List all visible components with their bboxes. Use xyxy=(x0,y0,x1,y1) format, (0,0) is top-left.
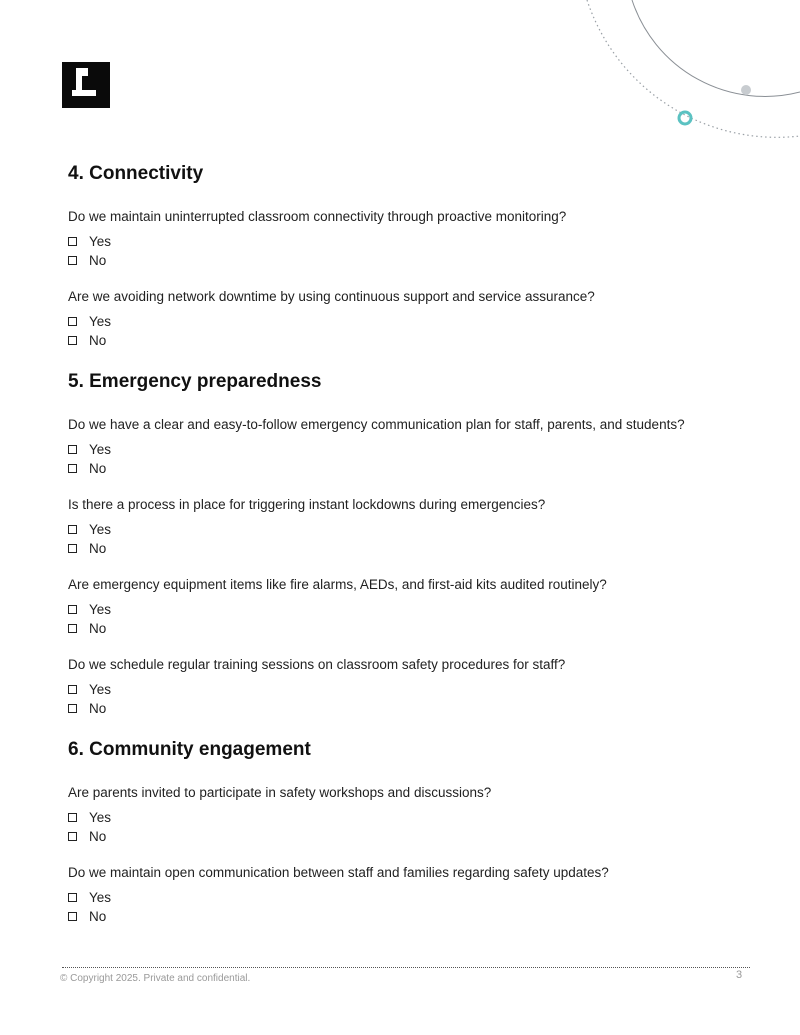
question-block xyxy=(68,656,748,718)
teal-ring-icon xyxy=(679,112,691,124)
checkbox-icon[interactable] xyxy=(68,317,77,326)
company-logo-icon xyxy=(62,62,110,108)
checkbox-icon[interactable] xyxy=(68,624,77,633)
checkbox-icon[interactable] xyxy=(68,256,77,265)
checkbox-option-yes[interactable] xyxy=(68,808,748,827)
option-label: Yes xyxy=(89,314,112,329)
question-text: Are parents invited to participate in safety workshops and discussions? xyxy=(68,785,492,800)
checkbox-option-yes[interactable] xyxy=(68,600,748,619)
option-label: Yes xyxy=(89,234,112,249)
checkbox-icon[interactable] xyxy=(68,832,77,841)
section-title: 4. Connectivity xyxy=(68,163,204,184)
checklist-section xyxy=(68,736,748,926)
option-label: Yes xyxy=(89,890,112,905)
checklist-section xyxy=(68,160,748,350)
checkbox-icon[interactable] xyxy=(68,237,77,246)
checkbox-option-no[interactable] xyxy=(68,539,748,558)
question-text: Do we maintain uninterrupted classroom connectivity through proactive monitoring? xyxy=(68,209,567,224)
question-text: Is there a process in place for triggering instant lockdowns during emergencies? xyxy=(68,497,546,512)
question-block xyxy=(68,416,748,478)
question-block xyxy=(68,864,748,926)
question-block xyxy=(68,784,748,846)
checkbox-icon[interactable] xyxy=(68,336,77,345)
option-label: No xyxy=(89,253,107,268)
option-label: Yes xyxy=(89,682,112,697)
checkbox-icon[interactable] xyxy=(68,525,77,534)
checkbox-option-yes[interactable] xyxy=(68,680,748,699)
checkbox-icon[interactable] xyxy=(68,605,77,614)
question-block xyxy=(68,208,748,270)
question-block xyxy=(68,288,748,350)
checkbox-icon[interactable] xyxy=(68,685,77,694)
option-label: No xyxy=(89,621,107,636)
option-label: No xyxy=(89,461,107,476)
footer-copyright: © Copyright 2025. Private and confidential. xyxy=(60,973,251,984)
checkbox-icon[interactable] xyxy=(68,893,77,902)
checkbox-option-no[interactable] xyxy=(68,459,748,478)
checkbox-option-no[interactable] xyxy=(68,251,748,270)
checkbox-icon[interactable] xyxy=(68,813,77,822)
decorative-arcs xyxy=(560,0,800,150)
checkbox-option-no[interactable] xyxy=(68,331,748,350)
question-text: Are we avoiding network downtime by using continuous support and service assurance? xyxy=(68,289,595,304)
option-label: Yes xyxy=(89,442,112,457)
checklist-content xyxy=(68,160,748,944)
checkbox-icon[interactable] xyxy=(68,445,77,454)
option-label: No xyxy=(89,829,107,844)
question-text: Do we maintain open communication between staff and families regarding safety updates? xyxy=(68,865,609,880)
question-text: Do we schedule regular training sessions on classroom safety procedures for staff? xyxy=(68,657,566,672)
question-block xyxy=(68,576,748,638)
question-text: Are emergency equipment items like fire alarms, AEDs, and first-aid kits audited routinely? xyxy=(68,577,607,592)
checkbox-option-yes[interactable] xyxy=(68,440,748,459)
option-label: Yes xyxy=(89,810,112,825)
question-block xyxy=(68,496,748,558)
option-label: No xyxy=(89,333,107,348)
checkbox-option-yes[interactable] xyxy=(68,232,748,251)
question-text: Do we have a clear and easy-to-follow emergency communication plan for staff, parents, and students? xyxy=(68,417,685,432)
checkbox-option-no[interactable] xyxy=(68,699,748,718)
gray-dot-icon xyxy=(741,85,751,95)
section-title: 6. Community engagement xyxy=(68,739,311,760)
option-label: Yes xyxy=(89,602,112,617)
checklist-section xyxy=(68,368,748,718)
option-label: Yes xyxy=(89,522,112,537)
option-label: No xyxy=(89,909,107,924)
option-label: No xyxy=(89,701,107,716)
checkbox-option-yes[interactable] xyxy=(68,520,748,539)
option-label: No xyxy=(89,541,107,556)
checkbox-icon[interactable] xyxy=(68,912,77,921)
section-title: 5. Emergency preparedness xyxy=(68,371,322,392)
page-number: 3 xyxy=(736,969,743,981)
checkbox-icon[interactable] xyxy=(68,544,77,553)
checkbox-icon[interactable] xyxy=(68,464,77,473)
checkbox-option-yes[interactable] xyxy=(68,312,748,331)
checkbox-icon[interactable] xyxy=(68,704,77,713)
checkbox-option-yes[interactable] xyxy=(68,888,748,907)
footer-divider xyxy=(62,967,750,968)
checkbox-option-no[interactable] xyxy=(68,907,748,926)
checkbox-option-no[interactable] xyxy=(68,619,748,638)
checkbox-option-no[interactable] xyxy=(68,827,748,846)
